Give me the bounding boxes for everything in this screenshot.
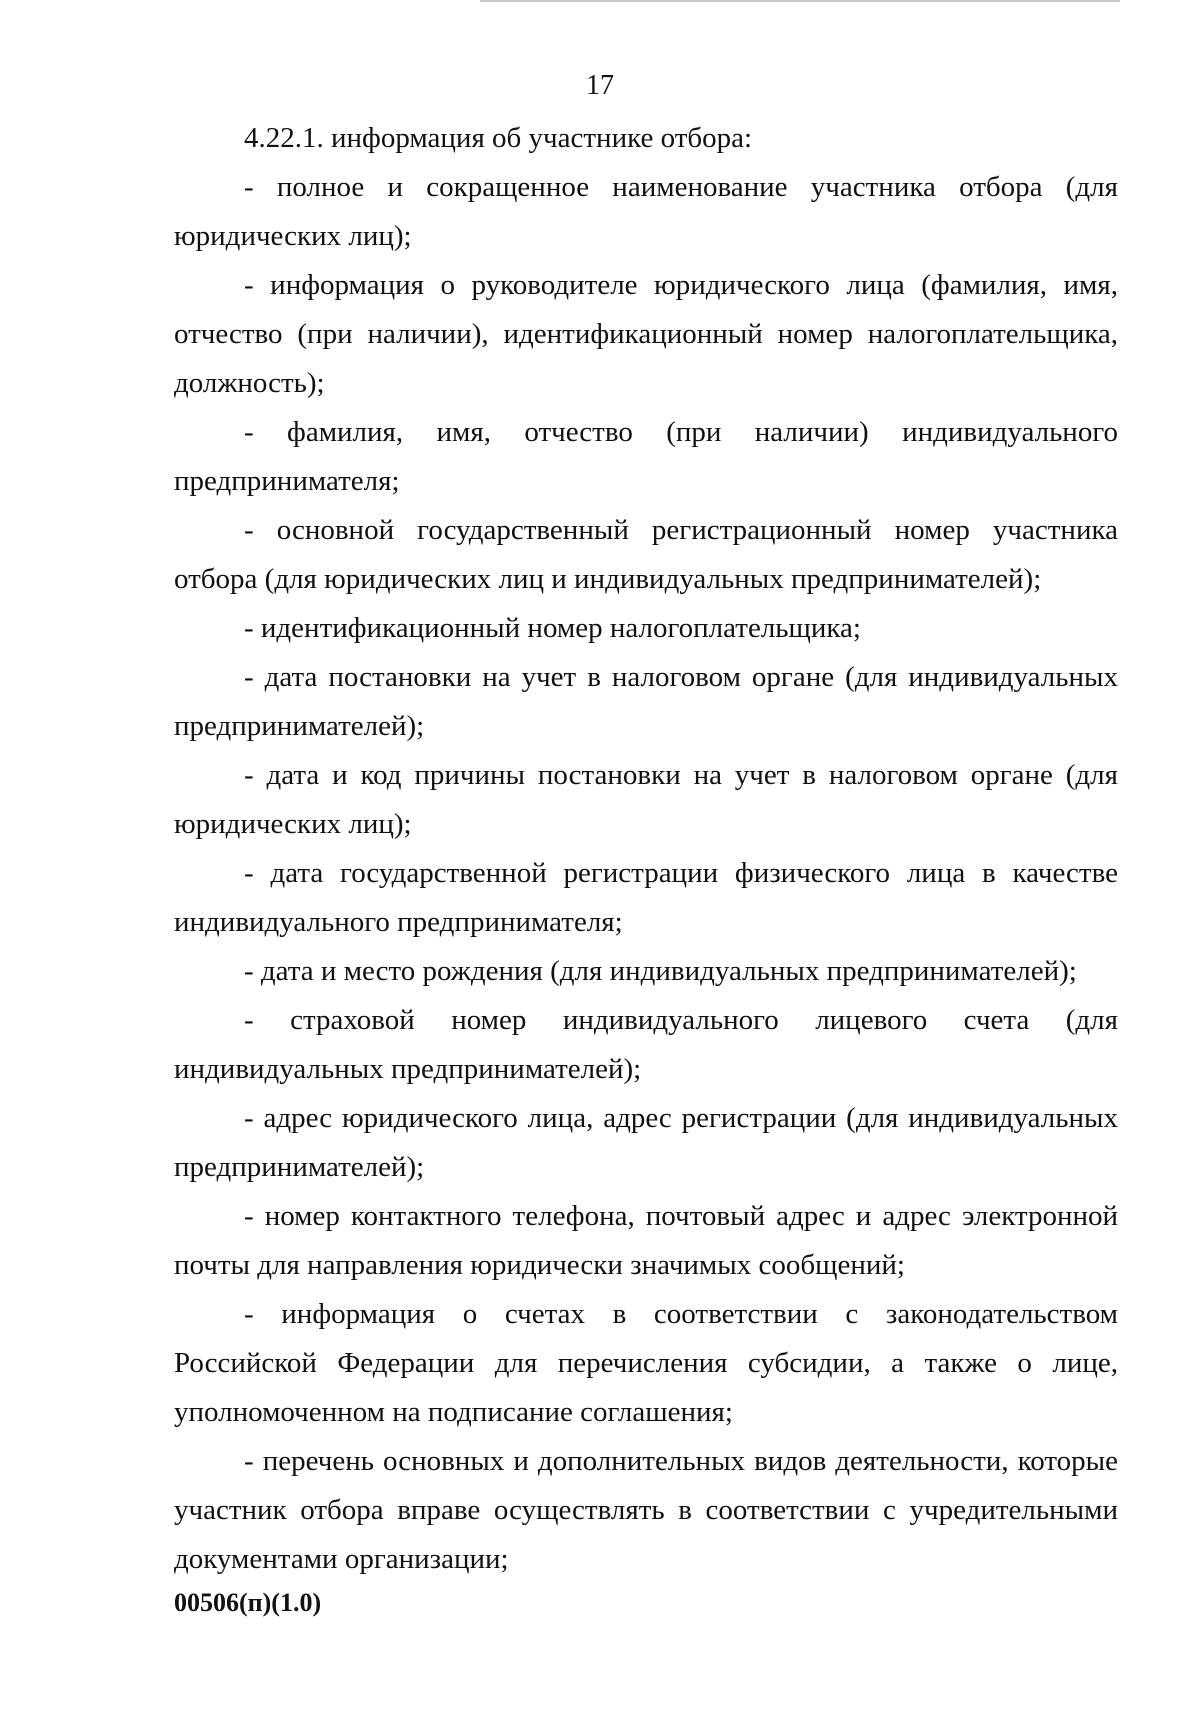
list-item: - дата постановки на учет в налоговом органе (для индивидуальных предпринимателей); <box>174 661 1118 742</box>
list-item: - дата и код причины постановки на учет в налоговом органе (для юридических лиц); <box>174 759 1118 840</box>
top-scan-rule <box>480 0 1120 2</box>
list-item: - фамилия, имя, отчество (при наличии) индивидуального предпринимателя; <box>174 416 1118 497</box>
list-item: - адрес юридического лица, адрес регистрации (для индивидуальных предпринимателей); <box>174 1102 1118 1183</box>
document-code: 00506(п)(1.0) <box>174 1588 322 1617</box>
section-heading: 4.22.1. информация об участнике отбора: <box>244 122 753 154</box>
document-body <box>174 114 1118 1584</box>
list-item: - дата государственной регистрации физического лица в качестве индивидуального предпринимателя; <box>174 857 1118 938</box>
page-number: 17 <box>586 70 614 101</box>
list-item: - основной государственный регистрационный номер участника отбора (для юридических лиц и индивидуальных предпринимателей); <box>174 514 1118 595</box>
list-item: - полное и сокращенное наименование участника отбора (для юридических лиц); <box>174 171 1118 252</box>
list-item: - номер контактного телефона, почтовый адрес и адрес электронной почты для направления юридически значимых сообщений; <box>174 1200 1118 1281</box>
list-item: - дата и место рождения (для индивидуальных предпринимателей); <box>244 955 1077 987</box>
list-item: - страховой номер индивидуального лицевого счета (для индивидуальных предпринимателей); <box>174 1004 1118 1085</box>
list-item: - идентификационный номер налогоплательщика; <box>244 612 861 644</box>
list-item: - перечень основных и дополнительных видов деятельности, которые участник отбора вправе осуществлять в соответствии с учредительными документами организации; <box>174 1445 1118 1575</box>
list-item: - информация о счетах в соответствии с законодательством Российской Федерации для перечисления субсидии, а также о лице, уполномоченном на подписание соглашения; <box>174 1298 1118 1428</box>
list-item: - информация о руководителе юридического лица (фамилия, имя, отчество (при наличии), идентификационный номер налогоплательщика, должность); <box>174 269 1118 399</box>
